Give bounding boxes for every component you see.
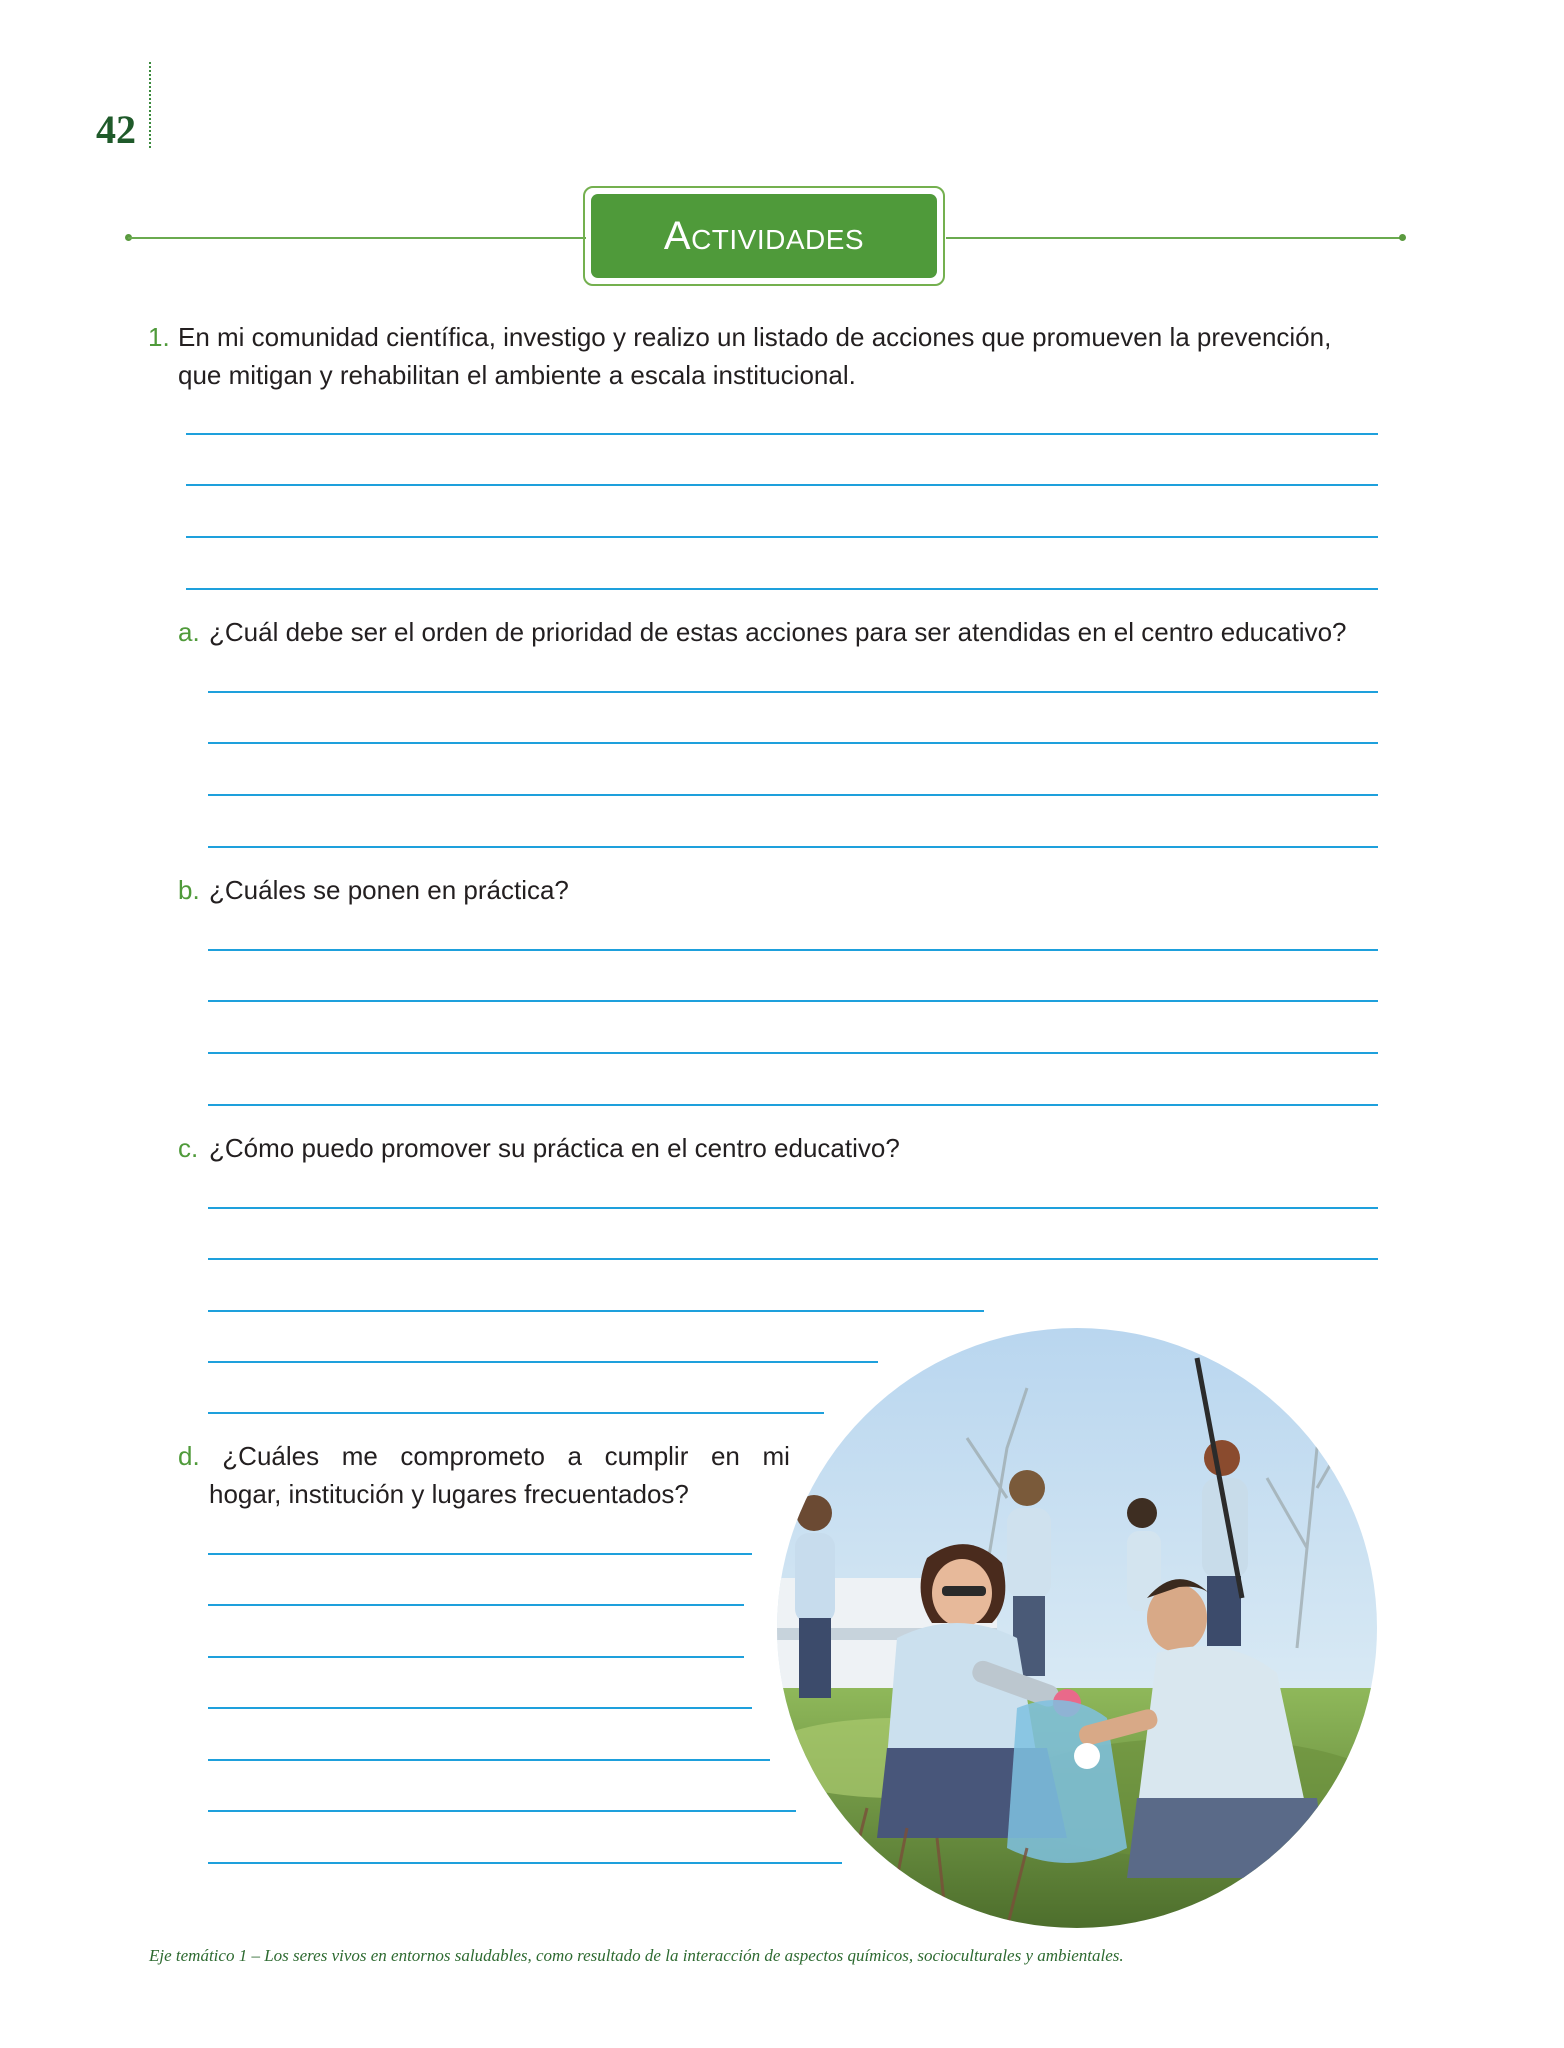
header-rule-left xyxy=(128,237,586,239)
answer-line-d-3[interactable] xyxy=(208,1656,744,1658)
answer-line-a-1[interactable] xyxy=(208,691,1378,693)
question-c-label: c. xyxy=(178,1133,199,1163)
question-d-label: d. xyxy=(178,1441,200,1471)
question-c xyxy=(178,1129,1408,1167)
question-d-line2: hogar, institución y lugares frecuentados? xyxy=(209,1479,689,1509)
answer-line-1-4[interactable] xyxy=(186,588,1378,590)
answer-line-d-4[interactable] xyxy=(208,1707,752,1709)
answer-line-c-2[interactable] xyxy=(208,1258,1378,1260)
question-c-text: ¿Cómo puedo promover su práctica en el centro educativo? xyxy=(209,1133,900,1163)
question-d-word: comprometo xyxy=(400,1441,545,1471)
question-d-word: mi xyxy=(762,1441,790,1471)
question-d-word: en xyxy=(710,1441,740,1471)
question-b-label: b. xyxy=(178,875,200,905)
question-a xyxy=(178,613,1408,651)
answer-line-d-6[interactable] xyxy=(208,1810,796,1812)
answer-line-c-3[interactable] xyxy=(208,1310,984,1312)
question-d-word: a xyxy=(567,1441,582,1471)
answer-line-1-2[interactable] xyxy=(186,484,1378,486)
answer-line-1-3[interactable] xyxy=(186,536,1378,538)
question-d-line1 xyxy=(178,1437,790,1475)
page-number-divider xyxy=(149,62,151,148)
answer-line-a-2[interactable] xyxy=(208,742,1378,744)
answer-line-b-4[interactable] xyxy=(208,1104,1378,1106)
answer-line-c-4[interactable] xyxy=(208,1361,878,1363)
volunteers-cleaning-park-photo xyxy=(777,1328,1377,1928)
question-b-text: ¿Cuáles se ponen en práctica? xyxy=(209,875,569,905)
answer-line-c-5[interactable] xyxy=(208,1412,824,1414)
question-d-word: ¿Cuáles xyxy=(222,1441,320,1471)
question-d-word: cumplir xyxy=(604,1441,689,1471)
answer-line-b-2[interactable] xyxy=(208,1000,1378,1002)
answer-line-1-1[interactable] xyxy=(186,433,1378,435)
question-1-number: 1. xyxy=(148,322,170,352)
question-b xyxy=(178,871,1408,909)
section-title: Actividades xyxy=(663,213,865,258)
question-a-label: a. xyxy=(178,617,200,647)
page-footer: Eje temático 1 – Los seres vivos en entornos saludables, como resultado de la interacción de aspectos químicos, socioculturales y ambientales. xyxy=(149,1946,1124,1965)
answer-line-d-7[interactable] xyxy=(208,1862,842,1864)
answer-line-b-3[interactable] xyxy=(208,1052,1378,1054)
question-d-word: me xyxy=(341,1441,378,1471)
answer-line-a-4[interactable] xyxy=(208,846,1378,848)
header-dot-right xyxy=(1399,234,1406,241)
answer-line-d-2[interactable] xyxy=(208,1604,744,1606)
answer-line-c-1[interactable] xyxy=(208,1207,1378,1209)
question-d xyxy=(178,1437,790,1513)
answer-line-d-1[interactable] xyxy=(208,1553,752,1555)
page-number: 42 xyxy=(96,107,136,152)
header-rule-right xyxy=(946,237,1402,239)
question-1-line2: que mitigan y rehabilitan el ambiente a escala institucional. xyxy=(178,360,856,390)
answer-line-a-3[interactable] xyxy=(208,794,1378,796)
question-a-text: ¿Cuál debe ser el orden de prioridad de estas acciones para ser atendidas en el centro educativo? xyxy=(209,617,1347,647)
question-1 xyxy=(148,318,1388,394)
answer-line-d-5[interactable] xyxy=(208,1759,770,1761)
question-1-line1: En mi comunidad científica, investigo y realizo un listado de acciones que promueven la prevención, xyxy=(178,322,1332,352)
answer-line-b-1[interactable] xyxy=(208,949,1378,951)
section-title-banner xyxy=(591,194,937,278)
